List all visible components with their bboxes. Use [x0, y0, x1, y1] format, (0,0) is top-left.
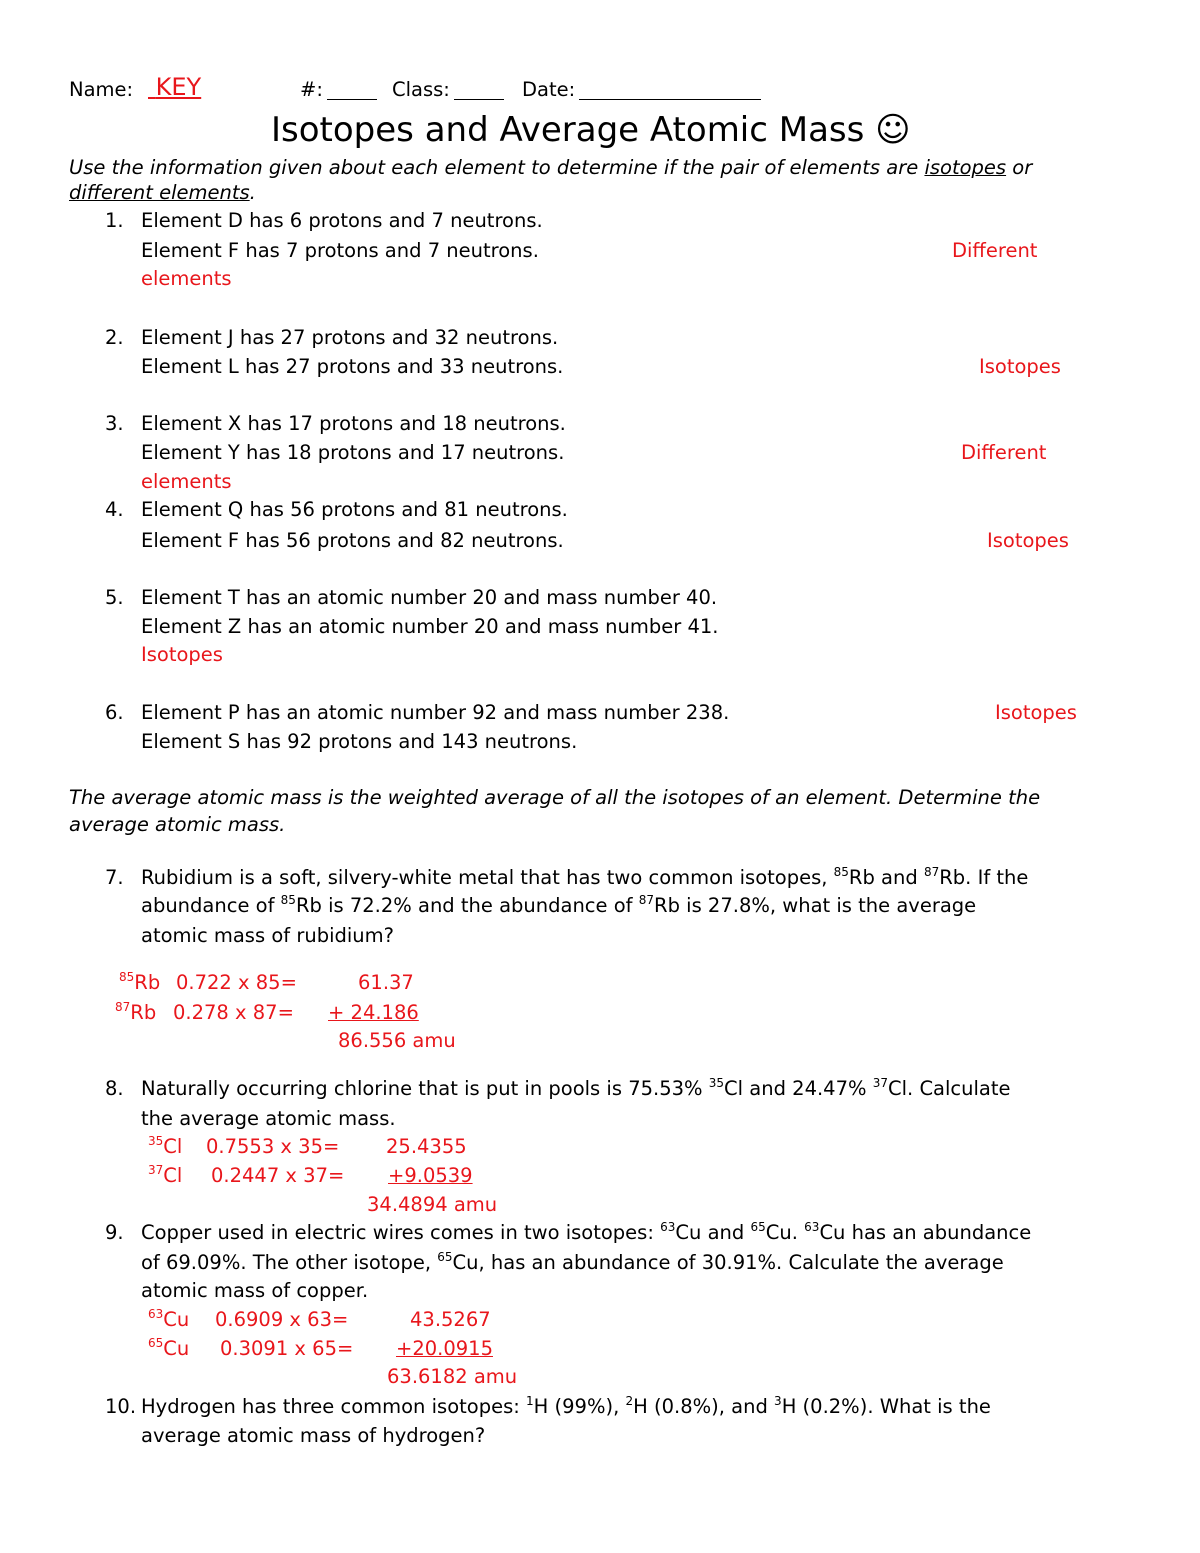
q10-number: 10.: [105, 1395, 137, 1418]
q9-row2-label: $^{65}$Cu: [148, 1336, 190, 1360]
instructions2-line-1: The average atomic mass is the weighted average of all the isotopes of an element. Determine the: [69, 786, 1041, 809]
q9-row2-calc: 0.3091 x 65=: [220, 1337, 354, 1360]
instructions-different-elements: different elements: [69, 181, 250, 204]
q1-line-1: Element D has 6 protons and 7 neutrons.: [141, 209, 543, 232]
q5-number: 5.: [105, 586, 124, 609]
q8-number: 8.: [105, 1077, 124, 1100]
q2-answer: Isotopes: [979, 355, 1061, 378]
q7-row1-calc: 0.722 x 85=: [176, 971, 297, 994]
q4-line-1: Element Q has 56 protons and 81 neutrons.: [141, 498, 568, 521]
q7-row2-label: $^{87}$Rb: [115, 1000, 157, 1024]
q6-answer: Isotopes: [995, 701, 1077, 724]
q10-line-1: Hydrogen has three common isotopes: $^1$H (99%), $^2$H (0.8%), and $^3$H (0.2%). What is the: [141, 1394, 991, 1418]
q6-line-1: Element P has an atomic number 92 and mass number 238.: [141, 701, 730, 724]
q7-row1-value: 61.37: [358, 971, 414, 994]
instructions-line-1: [69, 158, 1032, 178]
class-label: Class:: [392, 78, 450, 101]
q9-line-1: Copper used in electric wires comes in two isotopes: $^{63}$Cu and $^{65}$Cu. $^{63}$Cu has an abundance: [141, 1220, 1032, 1244]
q5-line-1: Element T has an atomic number 20 and mass number 40.: [141, 586, 718, 609]
q3-answer-cont: elements: [141, 470, 232, 493]
number-blank[interactable]: [327, 81, 377, 100]
q8-line-2: the average atomic mass.: [141, 1107, 396, 1130]
q4-number: 4.: [105, 498, 124, 521]
q2-number: 2.: [105, 326, 124, 349]
q8-line-1: Naturally occurring chlorine that is put in pools is 75.53% $^{35}$Cl and 24.47% $^{37}$Cl. Calculate: [141, 1076, 1011, 1100]
number-label: #:: [300, 78, 323, 101]
q7-line-3: atomic mass of rubidium?: [141, 924, 394, 947]
q7-row1-label: $^{85}$Rb: [119, 970, 161, 994]
instructions-text-c: or: [1006, 156, 1033, 179]
q1-answer: Different: [952, 239, 1038, 262]
q10-line-2: average atomic mass of hydrogen?: [141, 1424, 486, 1447]
q9-total: 63.6182 amu: [387, 1365, 518, 1388]
date-field[interactable]: [522, 80, 761, 100]
q6-line-2: Element S has 92 protons and 143 neutrons.: [141, 730, 578, 753]
q8-row2-calc: 0.2447 x 37=: [211, 1164, 345, 1187]
q7-line-1: Rubidium is a soft, silvery-white metal that has two common isotopes, $^{85}$Rb and $^{87}$Rb. If the: [141, 865, 1029, 889]
q9-row2-value: +20.0915: [396, 1337, 493, 1360]
q8-total: 34.4894 amu: [367, 1193, 498, 1216]
class-blank[interactable]: [454, 81, 504, 100]
instructions-line-2: [69, 183, 256, 203]
q7-total: 86.556 amu: [338, 1029, 456, 1052]
q4-answer: Isotopes: [987, 529, 1069, 552]
q3-answer: Different: [961, 441, 1047, 464]
instructions2-line-2: average atomic mass.: [69, 813, 286, 836]
class-field[interactable]: [392, 80, 504, 100]
q7-row2-value: + 24.186: [328, 1001, 419, 1024]
q4-line-2: Element F has 56 protons and 82 neutrons.: [141, 529, 564, 552]
q8-row1-label: $^{35}$Cl: [148, 1134, 183, 1158]
q5-line-2: Element Z has an atomic number 20 and mass number 41.: [141, 615, 719, 638]
q3-line-1: Element X has 17 protons and 18 neutrons.: [141, 412, 566, 435]
q7-number: 7.: [105, 866, 124, 889]
q2-line-1: Element J has 27 protons and 32 neutrons.: [141, 326, 559, 349]
q8-row2-label: $^{37}$Cl: [148, 1163, 183, 1187]
name-value: [148, 75, 201, 99]
name-label: Name:: [69, 78, 134, 101]
q9-line-2: of 69.09%. The other isotope, $^{65}$Cu, has an abundance of 30.91%. Calculate the average: [141, 1250, 1004, 1274]
q2-line-2: Element L has 27 protons and 33 neutrons.: [141, 355, 564, 378]
instructions-isotopes: isotopes: [924, 156, 1007, 179]
q7-row2-calc: 0.278 x 87=: [173, 1001, 294, 1024]
q5-answer: Isotopes: [141, 643, 223, 666]
q9-line-3: atomic mass of copper.: [141, 1279, 369, 1302]
q1-number: 1.: [105, 209, 124, 232]
q9-row1-calc: 0.6909 x 63=: [215, 1308, 349, 1331]
date-label: Date:: [522, 78, 576, 101]
q8-row1-value: 25.4355: [386, 1135, 467, 1158]
name-value-text: KEY: [155, 73, 202, 101]
q9-row1-label: $^{63}$Cu: [148, 1307, 190, 1331]
q1-answer-cont: elements: [141, 267, 232, 290]
number-field[interactable]: [300, 80, 377, 100]
instructions-text-e: .: [249, 181, 256, 204]
q9-row1-value: 43.5267: [410, 1308, 491, 1331]
q6-number: 6.: [105, 701, 124, 724]
q8-row2-value: +9.0539: [388, 1164, 473, 1187]
q1-line-2: Element F has 7 protons and 7 neutrons.: [141, 239, 539, 262]
q8-row1-calc: 0.7553 x 35=: [206, 1135, 340, 1158]
instructions-text-a: Use the information given about each element to determine if the pair of elements are: [69, 156, 925, 179]
q3-number: 3.: [105, 412, 124, 435]
q3-line-2: Element Y has 18 protons and 17 neutrons.: [141, 441, 565, 464]
q9-number: 9.: [105, 1221, 124, 1244]
page-title: Isotopes and Average Atomic Mass ☺: [271, 110, 911, 150]
q7-line-2: abundance of $^{85}$Rb is 72.2% and the abundance of $^{87}$Rb is 27.8%, what is the average: [141, 893, 977, 917]
date-blank[interactable]: [579, 81, 761, 100]
